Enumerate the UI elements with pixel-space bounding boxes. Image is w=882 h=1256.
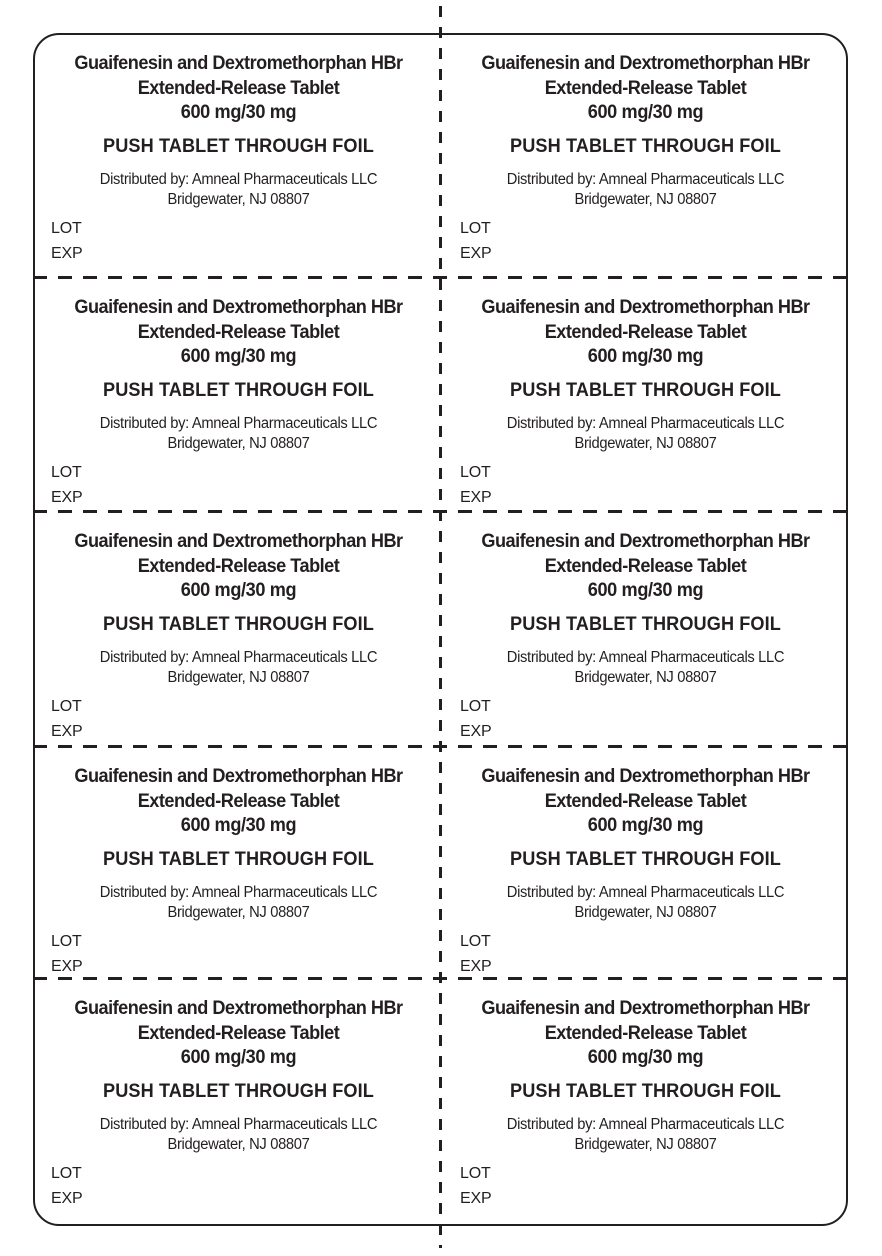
- distributor-line1: Distributed by: Amneal Pharmaceuticals LLC: [99, 649, 378, 666]
- distributor-line1: Distributed by: Amneal Pharmaceuticals LLC: [506, 649, 785, 666]
- label-cell: [33, 277, 440, 511]
- lot-label: LOT: [460, 698, 491, 715]
- label-cell: [440, 511, 847, 746]
- lot-exp-block: [460, 1161, 831, 1211]
- distributor-line1: Distributed by: Amneal Pharmaceuticals LLC: [99, 1116, 378, 1133]
- drug-name-line2: Extended-Release Tablet: [544, 789, 747, 812]
- drug-strength: 600 mg/30 mg: [587, 814, 704, 836]
- drug-strength: 600 mg/30 mg: [180, 101, 297, 123]
- lot-label: LOT: [51, 1165, 82, 1182]
- distributor-line2: Bridgewater, NJ 08807: [574, 435, 717, 452]
- label-cell: [33, 33, 440, 277]
- exp-label: EXP: [460, 245, 492, 262]
- exp-label: EXP: [460, 723, 492, 740]
- label-cell: [440, 746, 847, 978]
- exp-label: EXP: [51, 489, 83, 506]
- distributor-line2: Bridgewater, NJ 08807: [167, 904, 310, 921]
- drug-name-line2: Extended-Release Tablet: [137, 320, 340, 343]
- push-instruction: PUSH TABLET THROUGH FOIL: [510, 848, 781, 870]
- push-instruction: PUSH TABLET THROUGH FOIL: [103, 135, 374, 157]
- push-instruction: PUSH TABLET THROUGH FOIL: [103, 613, 374, 635]
- drug-name-line1: Guaifenesin and Dextromethorphan HBr: [74, 997, 403, 1019]
- distributor-line1: Distributed by: Amneal Pharmaceuticals LLC: [506, 415, 785, 432]
- exp-label: EXP: [460, 958, 492, 975]
- push-instruction: PUSH TABLET THROUGH FOIL: [103, 848, 374, 870]
- lot-label: LOT: [51, 698, 82, 715]
- lot-exp-block: [460, 460, 831, 510]
- distributor-line1: Distributed by: Amneal Pharmaceuticals LLC: [99, 884, 378, 901]
- push-instruction: PUSH TABLET THROUGH FOIL: [103, 1080, 374, 1102]
- lot-label: LOT: [460, 220, 491, 237]
- drug-name-line2: Extended-Release Tablet: [137, 1021, 340, 1044]
- label-cell: [33, 746, 440, 978]
- distributor-line1: Distributed by: Amneal Pharmaceuticals LLC: [99, 415, 378, 432]
- drug-strength: 600 mg/30 mg: [180, 345, 297, 367]
- drug-name-line1: Guaifenesin and Dextromethorphan HBr: [481, 52, 810, 74]
- push-instruction: PUSH TABLET THROUGH FOIL: [510, 1080, 781, 1102]
- distributor-line1: Distributed by: Amneal Pharmaceuticals LLC: [506, 171, 785, 188]
- drug-name-line1: Guaifenesin and Dextromethorphan HBr: [481, 765, 810, 787]
- distributor-line2: Bridgewater, NJ 08807: [167, 1136, 310, 1153]
- drug-strength: 600 mg/30 mg: [587, 101, 704, 123]
- drug-name-line1: Guaifenesin and Dextromethorphan HBr: [74, 296, 403, 318]
- distributor-line1: Distributed by: Amneal Pharmaceuticals LLC: [506, 884, 785, 901]
- drug-strength: 600 mg/30 mg: [587, 579, 704, 601]
- exp-label: EXP: [460, 1190, 492, 1207]
- label-cell: [440, 978, 847, 1226]
- drug-name-line2: Extended-Release Tablet: [544, 320, 747, 343]
- exp-label: EXP: [51, 723, 83, 740]
- drug-name-line1: Guaifenesin and Dextromethorphan HBr: [481, 530, 810, 552]
- lot-exp-block: [51, 216, 426, 266]
- exp-label: EXP: [460, 489, 492, 506]
- push-instruction: PUSH TABLET THROUGH FOIL: [510, 379, 781, 401]
- lot-exp-block: [51, 460, 426, 510]
- drug-name-line2: Extended-Release Tablet: [137, 789, 340, 812]
- exp-label: EXP: [51, 245, 83, 262]
- drug-name-line1: Guaifenesin and Dextromethorphan HBr: [74, 52, 403, 74]
- drug-strength: 600 mg/30 mg: [180, 1046, 297, 1068]
- drug-name-line2: Extended-Release Tablet: [544, 554, 747, 577]
- lot-label: LOT: [460, 1165, 491, 1182]
- lot-exp-block: [460, 929, 831, 979]
- label-cell: [440, 277, 847, 511]
- drug-name-line1: Guaifenesin and Dextromethorphan HBr: [74, 530, 403, 552]
- distributor-line2: Bridgewater, NJ 08807: [167, 191, 310, 208]
- drug-name-line2: Extended-Release Tablet: [544, 1021, 747, 1044]
- lot-label: LOT: [460, 933, 491, 950]
- lot-exp-block: [460, 694, 831, 744]
- distributor-line2: Bridgewater, NJ 08807: [167, 669, 310, 686]
- exp-label: EXP: [51, 958, 83, 975]
- push-instruction: PUSH TABLET THROUGH FOIL: [103, 379, 374, 401]
- drug-strength: 600 mg/30 mg: [587, 1046, 704, 1068]
- lot-exp-block: [460, 216, 831, 266]
- drug-strength: 600 mg/30 mg: [587, 345, 704, 367]
- label-cell: [33, 978, 440, 1226]
- distributor-line2: Bridgewater, NJ 08807: [574, 1136, 717, 1153]
- label-cell: [440, 33, 847, 277]
- lot-label: LOT: [51, 933, 82, 950]
- drug-name-line2: Extended-Release Tablet: [137, 76, 340, 99]
- drug-name-line2: Extended-Release Tablet: [544, 76, 747, 99]
- distributor-line2: Bridgewater, NJ 08807: [574, 669, 717, 686]
- push-instruction: PUSH TABLET THROUGH FOIL: [510, 135, 781, 157]
- lot-exp-block: [51, 929, 426, 979]
- lot-label: LOT: [51, 220, 82, 237]
- drug-strength: 600 mg/30 mg: [180, 814, 297, 836]
- distributor-line2: Bridgewater, NJ 08807: [574, 904, 717, 921]
- lot-exp-block: [51, 1161, 426, 1211]
- drug-name-line1: Guaifenesin and Dextromethorphan HBr: [481, 997, 810, 1019]
- distributor-line1: Distributed by: Amneal Pharmaceuticals LLC: [506, 1116, 785, 1133]
- lot-label: LOT: [460, 464, 491, 481]
- drug-name-line2: Extended-Release Tablet: [137, 554, 340, 577]
- distributor-line1: Distributed by: Amneal Pharmaceuticals LLC: [99, 171, 378, 188]
- lot-exp-block: [51, 694, 426, 744]
- distributor-line2: Bridgewater, NJ 08807: [167, 435, 310, 452]
- push-instruction: PUSH TABLET THROUGH FOIL: [510, 613, 781, 635]
- lot-label: LOT: [51, 464, 82, 481]
- distributor-line2: Bridgewater, NJ 08807: [574, 191, 717, 208]
- drug-strength: 600 mg/30 mg: [180, 579, 297, 601]
- exp-label: EXP: [51, 1190, 83, 1207]
- label-cell: [33, 511, 440, 746]
- drug-name-line1: Guaifenesin and Dextromethorphan HBr: [74, 765, 403, 787]
- drug-name-line1: Guaifenesin and Dextromethorphan HBr: [481, 296, 810, 318]
- vertical-perforation-line: [439, 6, 442, 1248]
